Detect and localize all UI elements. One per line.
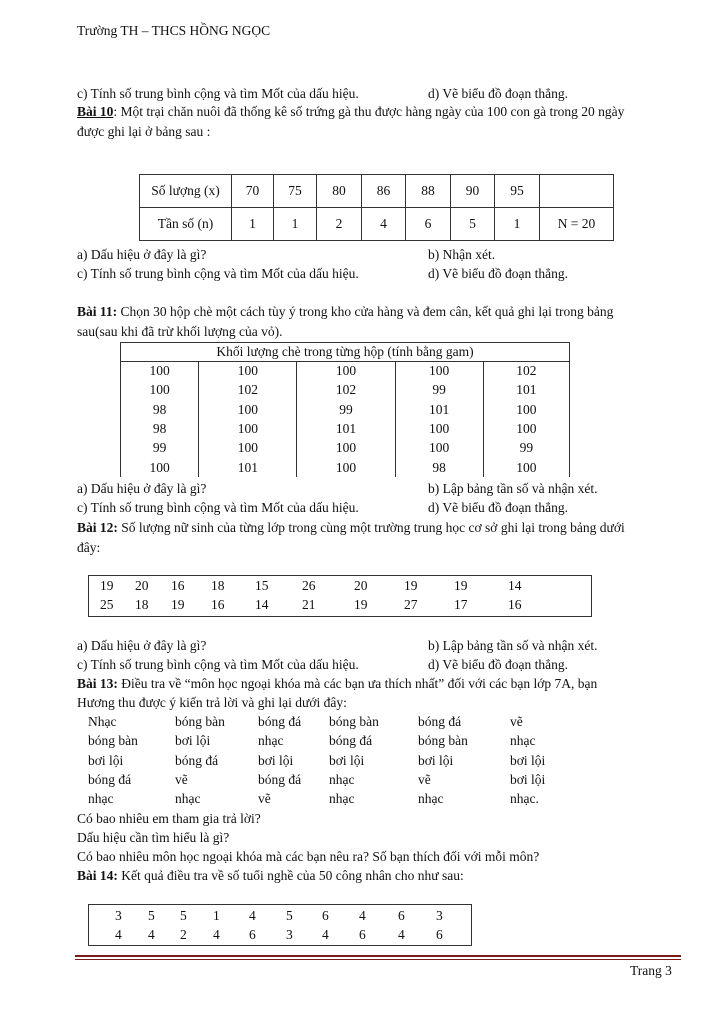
data-value: 3: [115, 908, 122, 923]
bai13-question-1: Có bao nhiêu em tham gia trả lời?: [77, 811, 261, 826]
data-value: 15: [255, 578, 269, 593]
bai11-question-d: d) Vẽ biểu đồ đoạn thẳng.: [428, 500, 568, 515]
table-cell: 100: [483, 458, 569, 477]
table-cell: 99: [395, 381, 483, 400]
bai12-question-a: a) Dấu hiệu ở đây là gì?: [77, 638, 207, 653]
bai10-n-cell: 6: [406, 208, 451, 241]
data-value: 18: [135, 597, 149, 612]
table-row: [121, 458, 570, 477]
bai10-question-b: b) Nhận xét.: [428, 247, 496, 262]
data-value: 19: [100, 578, 114, 593]
list-item: nhạc: [258, 733, 284, 749]
data-value: 1: [213, 908, 220, 923]
table-cell: 101: [483, 381, 569, 400]
bai13-title: Bài 13:: [77, 676, 118, 691]
data-value: 16: [211, 597, 225, 612]
page-header: Trường TH – THCS HỒNG NGỌC: [77, 23, 271, 38]
data-value: 27: [404, 597, 418, 612]
bai10-x-cell: 88: [406, 175, 451, 208]
data-value: 4: [398, 927, 405, 942]
list-item: bóng đá: [418, 714, 462, 729]
data-value: 6: [359, 927, 366, 942]
table-cell: 99: [297, 400, 395, 419]
data-value: 16: [508, 597, 522, 612]
list-item: bơi lội: [258, 752, 294, 768]
data-value: 4: [359, 908, 366, 923]
table-cell: 99: [483, 439, 569, 458]
list-item: nhạc: [175, 791, 201, 807]
table-row: [121, 381, 570, 400]
data-value: 21: [302, 597, 316, 612]
table-cell: 98: [121, 419, 199, 438]
data-value: 18: [211, 578, 225, 593]
table-cell: 100: [199, 419, 297, 438]
list-item: bơi lội: [418, 752, 454, 768]
bai10-n-cell: 1: [274, 208, 317, 241]
list-item: bóng đá: [175, 752, 219, 768]
table-row: [121, 439, 570, 458]
bai12-line1: Bài 12: Số lượng nữ sinh của từng lớp trong cùng một trường trung học cơ sở ghi lại trong bảng dưới: [77, 520, 625, 535]
bai10-x-cell: [540, 175, 614, 208]
bai12-question-c: c) Tính số trung bình cộng và tìm Mốt của dấu hiệu.: [77, 657, 359, 672]
bai12-question-d: d) Vẽ biểu đồ đoạn thẳng.: [428, 657, 568, 672]
data-value: 4: [115, 927, 122, 942]
bai10-x-cell: 90: [451, 175, 495, 208]
table-cell: 101: [199, 458, 297, 477]
list-item: bóng bàn: [88, 733, 138, 749]
bai10-question-a: a) Dấu hiệu ở đây là gì?: [77, 247, 207, 262]
prev-question-d: d) Vẽ biểu đồ đoạn thẳng.: [428, 86, 568, 101]
list-item: Nhạc: [88, 714, 117, 729]
bai10-frequency-table: [139, 174, 614, 241]
bai13-question-2: Dấu hiệu cần tìm hiểu là gì?: [77, 830, 230, 845]
data-value: 17: [454, 597, 468, 612]
bai10-row-label: Tần số (n): [140, 208, 232, 241]
bai11-question-a: a) Dấu hiệu ở đây là gì?: [77, 481, 207, 496]
data-value: 20: [135, 578, 149, 593]
bai12-question-b: b) Lập bảng tần số và nhận xét.: [428, 638, 598, 653]
data-value: 6: [398, 908, 405, 923]
table-cell: 100: [297, 458, 395, 477]
data-value: 4: [249, 908, 256, 923]
table-cell: 99: [121, 439, 199, 458]
footer-rule-thin: [75, 959, 681, 960]
data-value: 5: [286, 908, 293, 923]
data-value: 4: [213, 927, 220, 942]
data-value: 16: [171, 578, 185, 593]
data-value: 25: [100, 597, 114, 612]
table-cell: 100: [199, 362, 297, 381]
data-value: 14: [508, 578, 522, 593]
list-item: bóng đá: [329, 733, 373, 749]
table-row: [121, 400, 570, 419]
data-value: 19: [404, 578, 418, 593]
table-cell: 102: [483, 362, 569, 381]
bai10-line1: Bài 10: Một trại chăn nuôi đã thống kê số trứng gà thu được hàng ngày của 100 con gà trong 20 ngày: [77, 104, 625, 119]
data-value: 3: [436, 908, 443, 923]
list-item: bơi lội: [88, 752, 124, 768]
list-item: nhạc: [88, 791, 114, 807]
list-item: vẽ: [418, 771, 431, 787]
footer-rule: [75, 955, 681, 957]
prev-question-c: c) Tính số trung bình cộng và tìm Mốt của dấu hiệu.: [77, 86, 359, 101]
bai10-line2: được ghi lại ở bảng sau :: [77, 124, 211, 139]
bai10-n-cell: 1: [232, 208, 274, 241]
data-value: 14: [255, 597, 269, 612]
bai10-n-cell: 4: [362, 208, 406, 241]
bai10-n-cell: 1: [495, 208, 540, 241]
list-item: bơi lội: [510, 752, 546, 768]
list-item: nhạc: [510, 733, 536, 749]
list-item: bóng bàn: [175, 714, 225, 729]
table-cell: 102: [199, 381, 297, 400]
bai10-x-cell: 70: [232, 175, 274, 208]
table-cell: 101: [395, 400, 483, 419]
bai10-title: Bài 10: [77, 104, 114, 119]
data-value: 19: [354, 597, 368, 612]
list-item: bơi lội: [175, 733, 211, 749]
table-cell: 98: [395, 458, 483, 477]
data-value: 5: [180, 908, 187, 923]
bai11-line1: Bài 11: Chọn 30 hộp chè một cách tùy ý trong kho cửa hàng và đem cân, kết quả ghi lại trong bảng: [77, 304, 614, 319]
bai14-title: Bài 14:: [77, 868, 118, 883]
bai10-n-cell: 5: [451, 208, 495, 241]
bai13-question-3: Có bao nhiêu môn học ngoại khóa mà các bạn nêu ra? Số bạn thích đối với mỗi môn?: [77, 849, 540, 864]
bai10-x-cell: 95: [495, 175, 540, 208]
table-cell: 100: [199, 400, 297, 419]
bai10-question-c: c) Tính số trung bình cộng và tìm Mốt của dấu hiệu.: [77, 266, 359, 281]
bai13-line1: Bài 13: Điều tra về “môn học ngoại khóa mà các bạn ưa thích nhất” đối với các bạn lớp 7A, bạn: [77, 676, 598, 691]
table-cell: 98: [121, 400, 199, 419]
table-cell: 100: [395, 439, 483, 458]
list-item: vẽ: [175, 771, 188, 787]
table-cell: 100: [121, 362, 199, 381]
table-cell: 100: [297, 362, 395, 381]
list-item: bóng đá: [258, 714, 302, 729]
list-item: bóng bàn: [329, 714, 379, 729]
table-row: [121, 419, 570, 438]
table-cell: 100: [395, 362, 483, 381]
data-value: 5: [148, 908, 155, 923]
table-cell: 100: [483, 400, 569, 419]
table-cell: 100: [395, 419, 483, 438]
bai13-line2: Hương thu được ý kiến trả lời và ghi lại dưới đây:: [77, 695, 347, 710]
list-item: nhạc: [418, 791, 444, 807]
bai10-row-label: Số lượng (x): [140, 175, 232, 208]
bai11-line2: sau(sau khi đã trừ khối lượng của vỏ).: [77, 324, 283, 339]
table-cell: 100: [121, 381, 199, 400]
table-cell: 102: [297, 381, 395, 400]
table-row: [121, 362, 570, 381]
list-item: nhạc: [329, 771, 355, 787]
data-value: 6: [249, 927, 256, 942]
bai10-x-cell: 75: [274, 175, 317, 208]
data-value: 19: [171, 597, 185, 612]
list-item: vẽ: [258, 791, 271, 807]
data-value: 4: [322, 927, 329, 942]
page-number: Trang 3: [630, 963, 672, 978]
list-item: vẽ: [510, 714, 523, 729]
bai11-question-b: b) Lập bảng tần số và nhận xét.: [428, 481, 598, 496]
list-item: bơi lội: [329, 752, 365, 768]
table-cell: 100: [121, 458, 199, 477]
bai10-question-d: d) Vẽ biểu đồ đoạn thẳng.: [428, 266, 568, 281]
list-item: nhạc.: [510, 791, 539, 807]
data-value: 26: [302, 578, 316, 593]
bai12-line2: đây:: [77, 540, 101, 555]
data-value: 2: [180, 927, 187, 942]
bai14-line1: Bài 14: Kết quả điều tra về số tuổi nghề của 50 công nhân cho như sau:: [77, 868, 464, 883]
data-value: 6: [436, 927, 443, 942]
table-cell: 101: [297, 419, 395, 438]
table-cell: 100: [199, 439, 297, 458]
bai11-question-c: c) Tính số trung bình cộng và tìm Mốt của dấu hiệu.: [77, 500, 359, 515]
bai10-n-cell: N = 20: [540, 208, 614, 241]
data-value: 19: [454, 578, 468, 593]
bai11-title: Bài 11:: [77, 304, 118, 319]
data-value: 6: [322, 908, 329, 923]
data-value: 20: [354, 578, 368, 593]
bai10-x-cell: 80: [317, 175, 362, 208]
list-item: bơi lội: [510, 771, 546, 787]
bai10-x-cell: 86: [362, 175, 406, 208]
bai10-n-cell: 2: [317, 208, 362, 241]
list-item: bóng đá: [88, 771, 132, 787]
bai12-title: Bài 12:: [77, 520, 118, 535]
list-item: nhạc: [329, 791, 355, 807]
bai14-data-box: [88, 904, 472, 946]
data-value: 3: [286, 927, 293, 942]
list-item: bóng bàn: [418, 733, 468, 749]
bai11-table-header: Khối lượng chè trong từng hộp (tính bằng gam): [121, 343, 570, 362]
bai11-weight-table: [120, 342, 570, 477]
list-item: bóng đá: [258, 771, 302, 787]
data-value: 4: [148, 927, 155, 942]
table-cell: 100: [483, 419, 569, 438]
table-cell: 100: [297, 439, 395, 458]
